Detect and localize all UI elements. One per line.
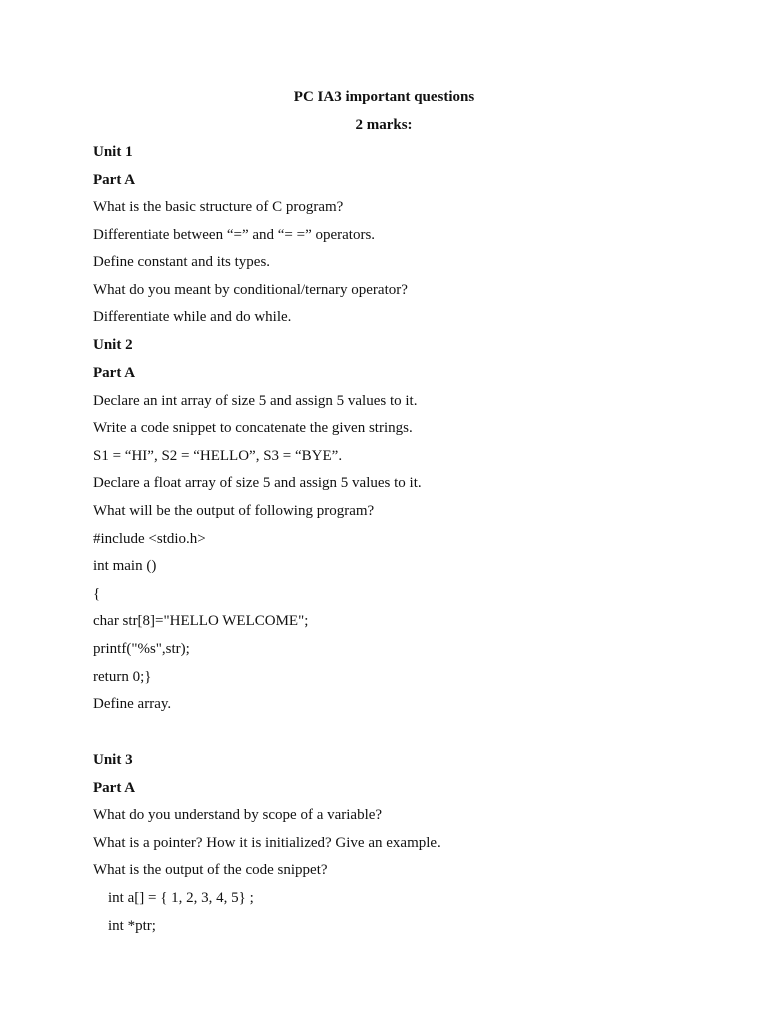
unit-2-line: Define array. [93,696,172,712]
code-line: return 0;} [93,669,152,685]
unit-3-line: What do you understand by scope of a variable? [93,807,383,823]
unit-3-line: What is a pointer? How it is initialized? Give an example. [93,835,441,851]
code-line: { [93,586,101,602]
unit-2-line: Declare a float array of size 5 and assign 5 values to it. [93,475,422,491]
code-line: char str[8]="HELLO WELCOME"; [93,613,309,629]
code-line: #include <stdio.h> [93,531,206,547]
unit-2-part-a-heading: Part A [93,365,136,381]
unit-1-question: Differentiate between “=” and “= =” operators. [93,227,376,243]
unit-3-heading: Unit 3 [93,752,133,768]
unit-1-question: Differentiate while and do while. [93,309,292,325]
document-title: PC IA3 important questions [293,89,475,105]
unit-1-question: What do you meant by conditional/ternary operator? [93,282,408,298]
marks-subtitle: 2 marks: [355,117,413,133]
code-line: printf("%s",str); [93,641,190,657]
unit-1-heading: Unit 1 [93,144,133,160]
unit-2-line: What will be the output of following program? [93,503,375,519]
unit-3-line: What is the output of the code snippet? [93,862,328,878]
unit-1-question: What is the basic structure of C program? [93,199,344,215]
unit-2-line: Write a code snippet to concatenate the given strings. [93,420,413,436]
unit-1-part-a-heading: Part A [93,172,136,188]
code-line: int a[] = { 1, 2, 3, 4, 5} ; [108,890,254,906]
unit-2-line: S1 = “HI”, S2 = “HELLO”, S3 = “BYE”. [93,448,343,464]
code-line: int *ptr; [108,918,156,934]
code-line: int main () [93,558,157,574]
unit-2-line: Declare an int array of size 5 and assign 5 values to it. [93,393,418,409]
unit-1-question: Define constant and its types. [93,254,271,270]
unit-3-part-a-heading: Part A [93,780,136,796]
unit-2-heading: Unit 2 [93,337,133,353]
